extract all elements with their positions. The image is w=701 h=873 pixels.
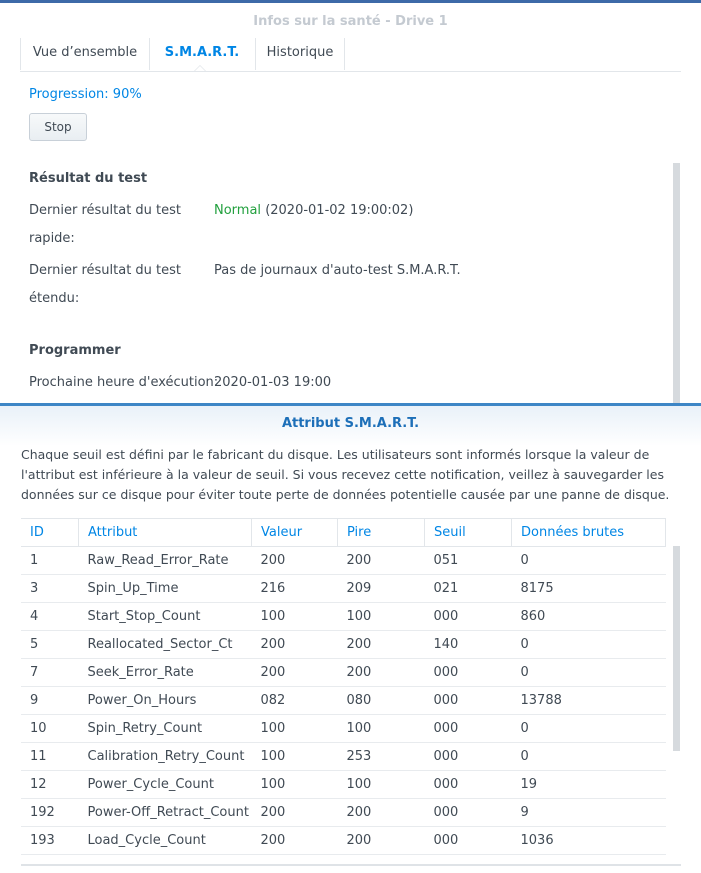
cell-value: 100 bbox=[252, 715, 338, 743]
cell-id: 7 bbox=[21, 659, 79, 687]
tab-history[interactable]: Historique bbox=[256, 38, 345, 70]
cell-id: 193 bbox=[21, 827, 79, 855]
cell-attribute: Power_On_Hours bbox=[79, 687, 252, 715]
quick-test-label: Dernier résultat du test rapide: bbox=[29, 203, 182, 246]
window-title: Infos sur la santé - Drive 1 bbox=[253, 14, 448, 29]
cell-raw-data: 0 bbox=[512, 547, 666, 575]
column-header-id[interactable]: ID bbox=[21, 519, 79, 547]
tab-smart[interactable]: S.M.A.R.T. bbox=[149, 38, 256, 70]
cell-value: 216 bbox=[252, 575, 338, 603]
stop-button[interactable]: Stop bbox=[29, 113, 87, 141]
cell-raw-data: 8175 bbox=[512, 575, 666, 603]
scrollbar[interactable] bbox=[673, 163, 680, 406]
cell-attribute: Spin_Up_Time bbox=[79, 575, 252, 603]
cell-id: 9 bbox=[21, 687, 79, 715]
quick-test-value bbox=[214, 197, 413, 225]
cell-threshold: 021 bbox=[425, 575, 512, 603]
next-run-value: 2020-01-03 19:00 bbox=[214, 375, 332, 390]
table-row[interactable] bbox=[21, 659, 666, 687]
cell-threshold: 000 bbox=[425, 603, 512, 631]
cell-worst: 200 bbox=[338, 631, 425, 659]
table-row[interactable] bbox=[21, 631, 666, 659]
table-scrollbar[interactable] bbox=[673, 546, 680, 751]
column-header-value[interactable]: Valeur bbox=[252, 519, 338, 547]
cell-attribute: Load_Cycle_Count bbox=[79, 827, 252, 855]
cell-threshold: 000 bbox=[425, 743, 512, 771]
cell-attribute: Reallocated_Sector_Ct bbox=[79, 631, 252, 659]
column-header-attribute[interactable]: Attribut bbox=[79, 519, 252, 547]
cell-worst: 209 bbox=[338, 575, 425, 603]
cell-attribute: Seek_Error_Rate bbox=[79, 659, 252, 687]
cell-value: 200 bbox=[252, 631, 338, 659]
smart-attribute-panel bbox=[0, 403, 701, 873]
cell-raw-data: 9 bbox=[512, 799, 666, 827]
active-tab-indicator bbox=[194, 65, 206, 71]
cell-raw-data: 0 bbox=[512, 715, 666, 743]
cell-raw-data: 0 bbox=[512, 659, 666, 687]
cell-worst: 100 bbox=[338, 771, 425, 799]
table-row[interactable] bbox=[21, 771, 666, 799]
cell-id: 11 bbox=[21, 743, 79, 771]
cell-attribute: Raw_Read_Error_Rate bbox=[79, 547, 252, 575]
cell-attribute: Calibration_Retry_Count bbox=[79, 743, 252, 771]
column-header-threshold[interactable]: Seuil bbox=[425, 519, 512, 547]
table-row[interactable] bbox=[21, 715, 666, 743]
table-row[interactable] bbox=[21, 575, 666, 603]
cell-id: 12 bbox=[21, 771, 79, 799]
table-row[interactable] bbox=[21, 743, 666, 771]
cell-value: 100 bbox=[252, 743, 338, 771]
cell-value: 200 bbox=[252, 547, 338, 575]
panel-description: Chaque seuil est défini par le fabricant du disque. Les utilisateurs sont informés lorsque la valeur de l'attribut est inférieure à la valeur de seuil. Si vous recevez cette notification, veillez à sauvegarder les données sur ce disque pour éviter toute perte de données potentielle causée par une panne de disque. bbox=[21, 447, 670, 502]
progress-text: Progression: 90% bbox=[29, 87, 142, 102]
tab-bar bbox=[20, 38, 681, 72]
cell-attribute: Start_Stop_Count bbox=[79, 603, 252, 631]
cell-id: 5 bbox=[21, 631, 79, 659]
bottom-divider bbox=[21, 864, 681, 866]
cell-threshold: 000 bbox=[425, 715, 512, 743]
cell-attribute: Spin_Retry_Count bbox=[79, 715, 252, 743]
cell-attribute: Power_Cycle_Count bbox=[79, 771, 252, 799]
cell-id: 3 bbox=[21, 575, 79, 603]
cell-threshold: 000 bbox=[425, 771, 512, 799]
cell-raw-data: 19 bbox=[512, 771, 666, 799]
cell-worst: 253 bbox=[338, 743, 425, 771]
cell-threshold: 140 bbox=[425, 631, 512, 659]
column-header-raw-data[interactable]: Données brutes bbox=[512, 519, 666, 547]
smart-attribute-table bbox=[21, 518, 666, 855]
health-info-window bbox=[0, 0, 701, 406]
cell-raw-data: 0 bbox=[512, 631, 666, 659]
cell-threshold: 000 bbox=[425, 659, 512, 687]
cell-value: 200 bbox=[252, 799, 338, 827]
cell-worst: 200 bbox=[338, 659, 425, 687]
cell-value: 082 bbox=[252, 687, 338, 715]
cell-worst: 200 bbox=[338, 799, 425, 827]
next-run-label: Prochaine heure d'exécution: bbox=[29, 375, 219, 390]
cell-raw-data: 1036 bbox=[512, 827, 666, 855]
cell-threshold: 000 bbox=[425, 799, 512, 827]
table-row[interactable] bbox=[21, 547, 666, 575]
tab-overview[interactable]: Vue d’ensemble bbox=[20, 38, 150, 70]
cell-id: 1 bbox=[21, 547, 79, 575]
schedule-heading: Programmer bbox=[29, 343, 121, 358]
table-row[interactable] bbox=[21, 603, 666, 631]
cell-id: 192 bbox=[21, 799, 79, 827]
test-result-heading: Résultat du test bbox=[29, 171, 148, 186]
cell-value: 200 bbox=[252, 827, 338, 855]
cell-id: 10 bbox=[21, 715, 79, 743]
cell-threshold: 000 bbox=[425, 827, 512, 855]
table-row[interactable] bbox=[21, 799, 666, 827]
cell-raw-data: 0 bbox=[512, 743, 666, 771]
cell-worst: 100 bbox=[338, 715, 425, 743]
column-header-worst[interactable]: Pire bbox=[338, 519, 425, 547]
cell-threshold: 000 bbox=[425, 687, 512, 715]
cell-worst: 200 bbox=[338, 547, 425, 575]
panel-title: Attribut S.M.A.R.T. bbox=[281, 416, 420, 431]
table-row[interactable] bbox=[21, 687, 666, 715]
table-row[interactable] bbox=[21, 827, 666, 855]
cell-attribute: Power-Off_Retract_Count bbox=[79, 799, 252, 827]
quick-test-time: (2020-01-02 19:00:02) bbox=[265, 203, 414, 218]
extended-test-value: Pas de journaux d'auto-test S.M.A.R.T. bbox=[214, 263, 461, 278]
cell-value: 100 bbox=[252, 771, 338, 799]
cell-value: 200 bbox=[252, 659, 338, 687]
cell-value: 100 bbox=[252, 603, 338, 631]
status-badge: Normal bbox=[214, 203, 262, 218]
cell-worst: 080 bbox=[338, 687, 425, 715]
cell-raw-data: 13788 bbox=[512, 687, 666, 715]
extended-test-label: Dernier résultat du test étendu: bbox=[29, 263, 182, 306]
cell-threshold: 051 bbox=[425, 547, 512, 575]
cell-id: 4 bbox=[21, 603, 79, 631]
table-header-row bbox=[21, 519, 666, 547]
cell-worst: 100 bbox=[338, 603, 425, 631]
cell-worst: 200 bbox=[338, 827, 425, 855]
cell-raw-data: 860 bbox=[512, 603, 666, 631]
